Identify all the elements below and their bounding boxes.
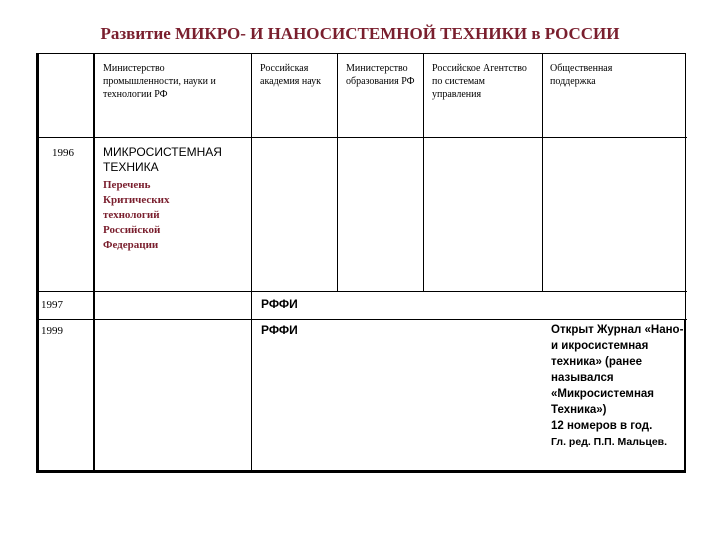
- column-divider: [423, 54, 424, 291]
- header-academy: Российская академия наук: [260, 63, 322, 87]
- rffi-1999: РФФИ: [261, 323, 298, 337]
- column-divider: [93, 54, 95, 471]
- rffi-1997: РФФИ: [261, 297, 298, 311]
- journal-description: Открыт Журнал «Нано- и икросистемная техника» (ранее назывался «Микросистемная Техника»): [551, 324, 684, 416]
- journal-announcement: [551, 322, 684, 450]
- year-1996: 1996: [52, 147, 74, 159]
- year-1999: 1999: [41, 325, 63, 337]
- column-divider: [684, 319, 686, 471]
- critical-technologies-list: Перечень Критических технологий Российской Федерации: [103, 179, 170, 251]
- page-title: Развитие МИКРО- И НАНОСИСТЕМНОЙ ТЕХНИКИ в РОССИИ: [100, 24, 620, 43]
- journal-editor: Гл. ред. П.П. Мальцев.: [551, 436, 668, 448]
- header-control-agency: Российское Агентство по системам управления: [432, 63, 527, 100]
- row-divider: [39, 137, 687, 138]
- column-divider: [251, 54, 252, 291]
- header-ministry-industry: Министерство промышленности, науки и технологии РФ: [103, 63, 216, 100]
- header-public-support: Общественная поддержка: [550, 63, 613, 87]
- row-divider: [39, 291, 687, 292]
- journal-issues: 12 номеров в год.: [551, 420, 653, 432]
- row-divider: [39, 319, 687, 320]
- column-divider: [251, 291, 252, 471]
- development-table: [36, 53, 686, 473]
- column-divider: [542, 54, 543, 291]
- header-ministry-education: Министерство образования РФ: [346, 63, 415, 87]
- column-divider: [337, 54, 338, 291]
- microsystem-tech-label: МИКРОСИСТЕМНАЯ ТЕХНИКА: [103, 145, 222, 174]
- year-1997: 1997: [41, 299, 63, 311]
